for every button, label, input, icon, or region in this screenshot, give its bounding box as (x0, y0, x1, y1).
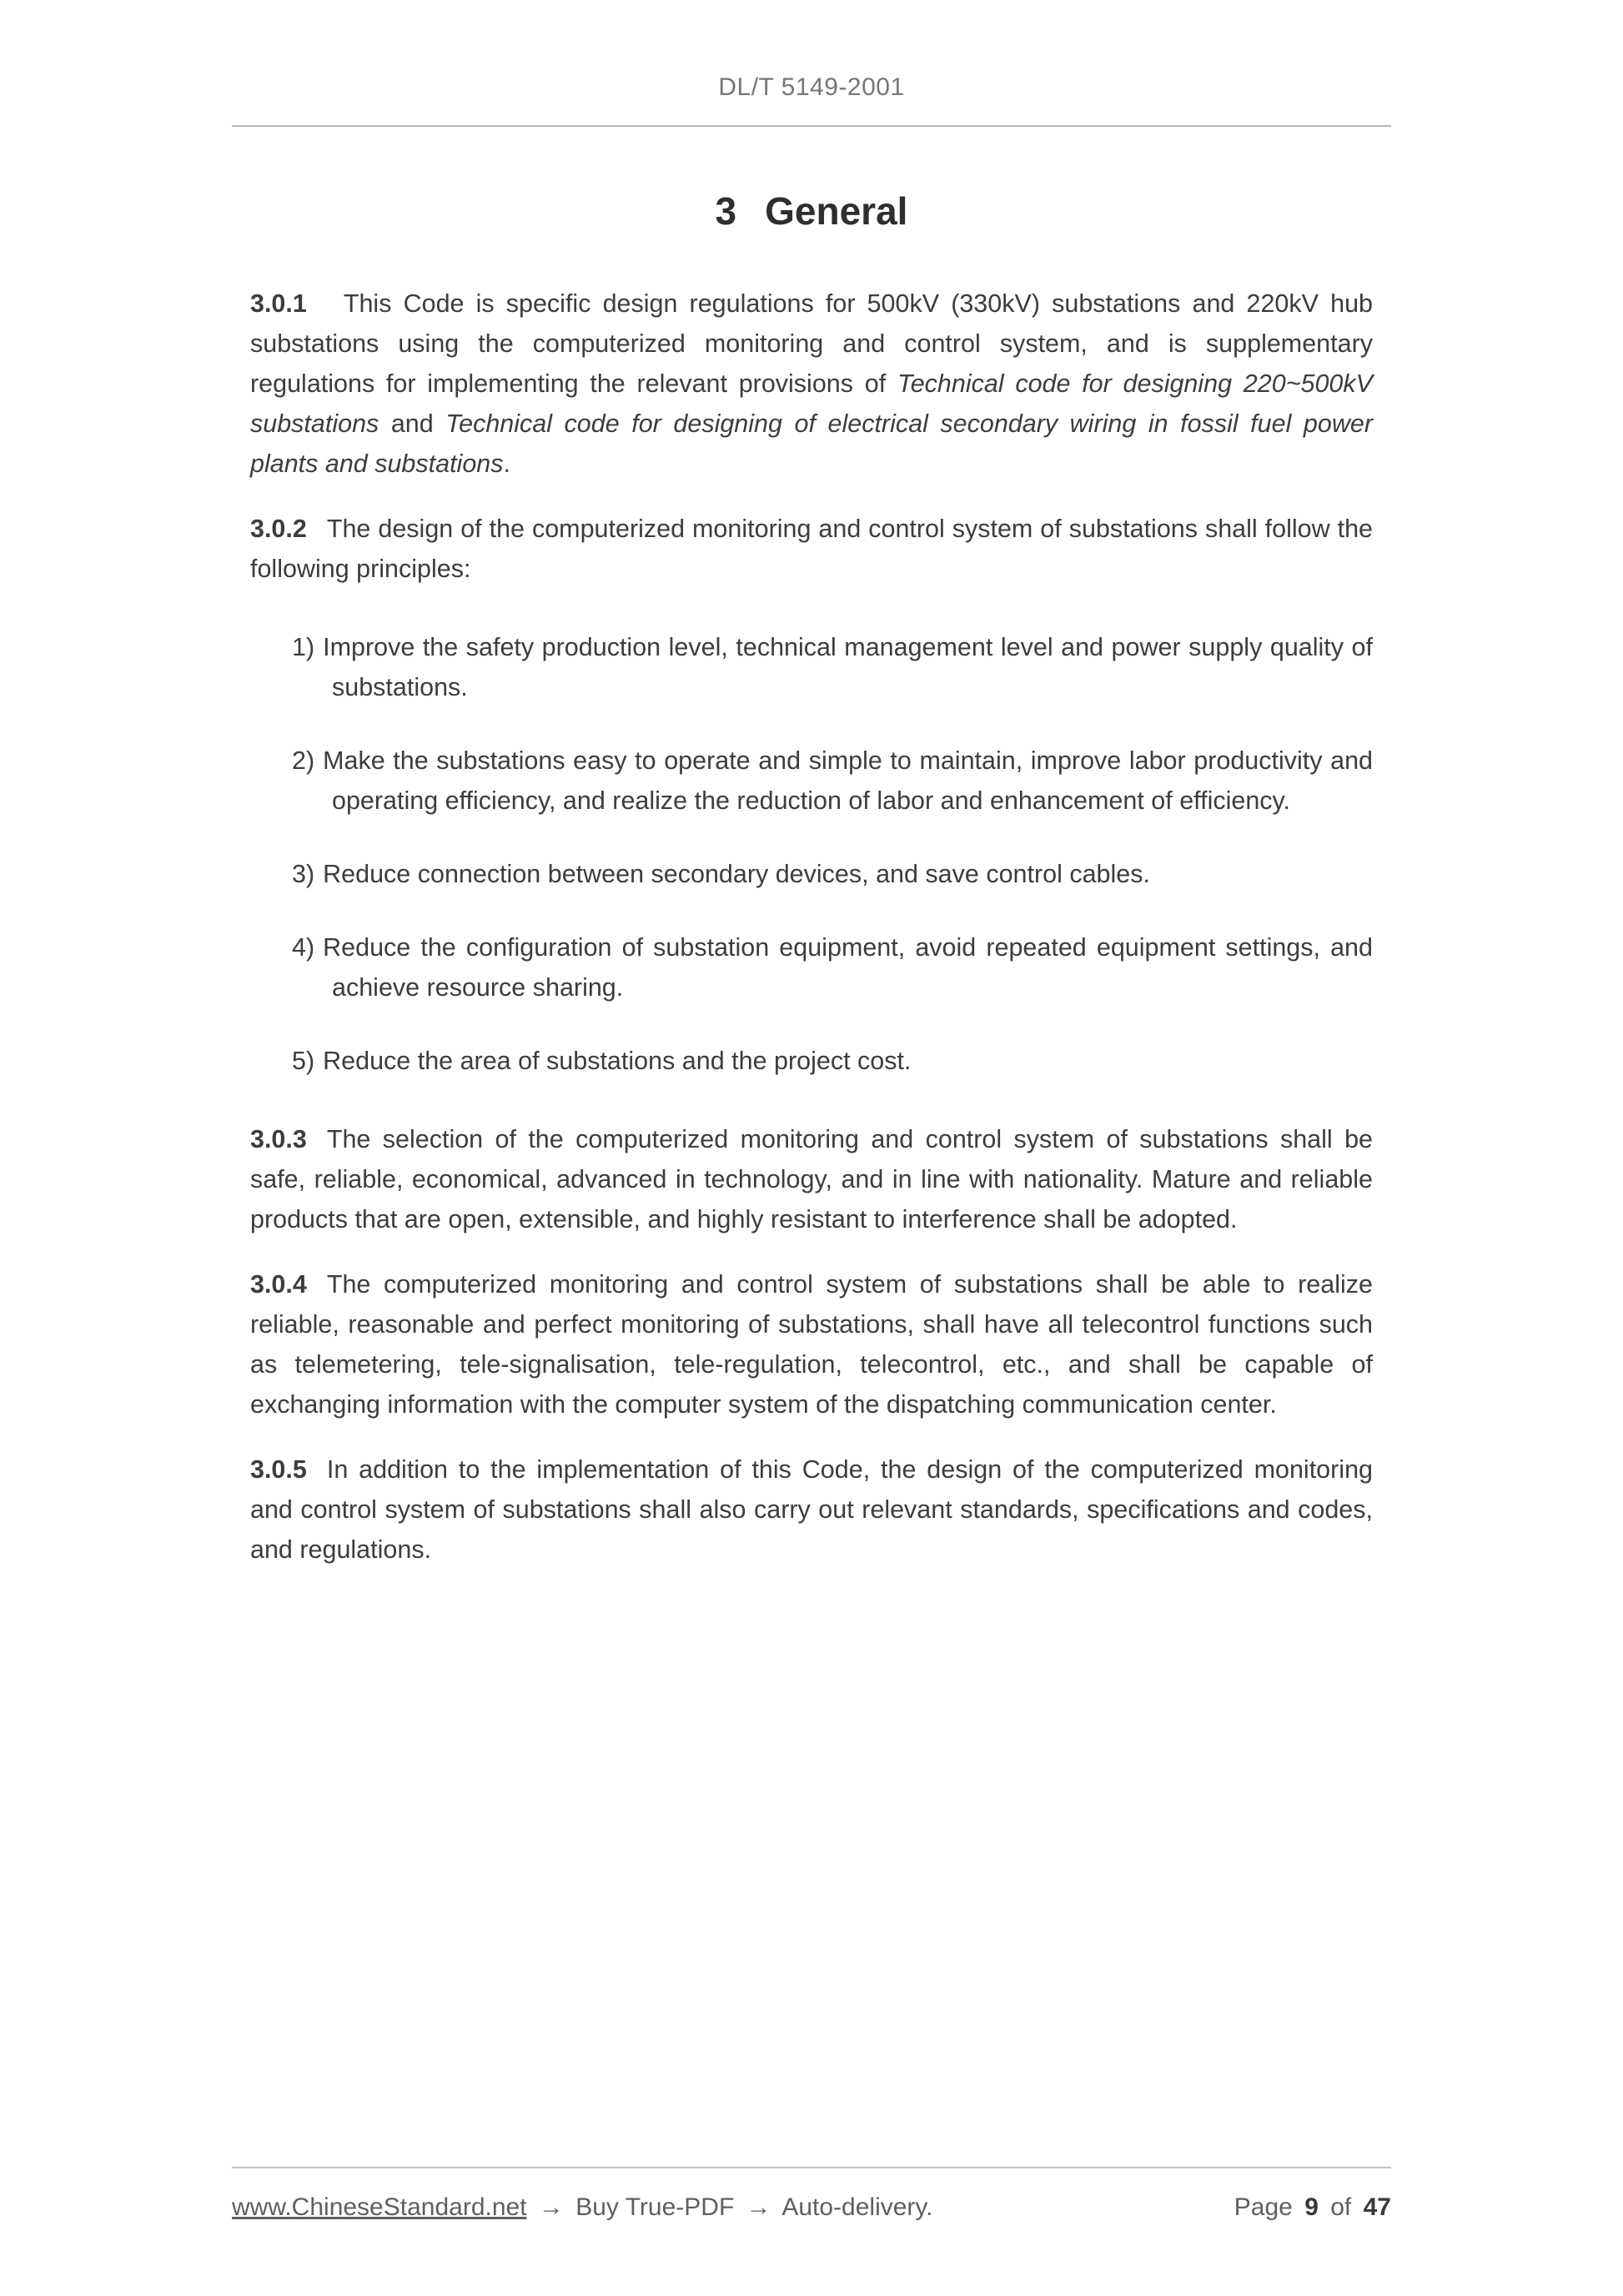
list-item-marker: 2) (292, 746, 315, 775)
list-item-marker: 4) (292, 933, 315, 962)
clause-number: 3.0.1 (250, 289, 307, 318)
page-total: 47 (1363, 2193, 1391, 2221)
section-title (250, 188, 1373, 234)
arrow-icon: → (538, 2193, 564, 2221)
list-item-text: Improve the safety production level, technical management level and power supply quality of substations. (323, 633, 1373, 701)
page-footer (232, 2167, 1391, 2222)
list-item-marker: 1) (292, 633, 315, 661)
page-current: 9 (1304, 2193, 1319, 2221)
page-label: Page (1234, 2193, 1293, 2221)
list-item (250, 1041, 1373, 1081)
list-item-text: Make the substations easy to operate and simple to maintain, improve labor productivity and operating efficiency, and realize the reduction of labor and enhancement of efficiency. (323, 746, 1373, 815)
list-item-marker: 3) (292, 860, 315, 888)
clause-text: In addition to the implementation of this Code, the design of the computerized monitoring and control system of substations shall also carry out relevant standards, specifications and codes, and regulations. (250, 1455, 1373, 1564)
clause-number: 3.0.2 (250, 515, 307, 543)
clause-3-0-4 (250, 1264, 1373, 1424)
section-title-number: 3 (715, 189, 737, 233)
list-item (250, 741, 1373, 821)
referenced-standard-title: Technical code for designing 220~500kV substations (250, 369, 1373, 438)
clause-3-0-2 (250, 509, 1373, 589)
page-indicator (1229, 2193, 1391, 2222)
clause-number: 3.0.5 (250, 1455, 307, 1484)
section-title-text: General (765, 189, 908, 233)
of-label: of (1330, 2193, 1352, 2221)
header-divider (232, 125, 1391, 127)
list-item-marker: 5) (292, 1047, 315, 1075)
clause-text: The selection of the computerized monitoring and control system of substations shall be safe, reliable, economical, advanced in technology, and in line with nationality. Mature and reliable products that are open, extensible, and highly resistant to interference shall be adopted. (250, 1125, 1373, 1233)
footer-divider (232, 2167, 1391, 2168)
list-item-text: Reduce connection between secondary devices, and save control cables. (323, 860, 1150, 888)
clause-text: and (379, 409, 446, 438)
clause-text: The computerized monitoring and control system of substations shall be able to realize reliable, reasonable and perfect monitoring of substations, shall have all telecontrol functions such as telemetering, tele-signalisation, tele-regulation, telecontrol, etc., and shall be capable of exchanging information with the computer system of the dispatching communication center. (250, 1270, 1373, 1419)
referenced-standard-title: Technical code for designing of electrical secondary wiring in fossil fuel power plants and substations (250, 409, 1373, 478)
document-content (0, 188, 1623, 1570)
page-header (0, 0, 1623, 127)
list-item-text: Reduce the configuration of substation equipment, avoid repeated equipment settings, and achieve resource sharing. (323, 933, 1373, 1002)
list-item (250, 927, 1373, 1007)
site-link[interactable]: www.ChineseStandard.net (232, 2193, 527, 2221)
doc-number: DL/T 5149-2001 (718, 73, 905, 101)
clause-number: 3.0.3 (250, 1125, 307, 1153)
clause-text: . (503, 450, 510, 478)
principles-list (250, 627, 1373, 1081)
footer-delivery-label: Auto-delivery. (781, 2193, 933, 2221)
clause-3-0-3 (250, 1119, 1373, 1239)
arrow-icon: → (746, 2193, 771, 2221)
clause-text: The design of the computerized monitoring and control system of substations shall follow the following principles: (250, 515, 1373, 583)
list-item (250, 854, 1373, 894)
list-item (250, 627, 1373, 707)
footer-source-line (232, 2193, 938, 2222)
clause-3-0-5 (250, 1449, 1373, 1570)
list-item-text: Reduce the area of substations and the project cost. (323, 1047, 912, 1075)
clause-number: 3.0.4 (250, 1270, 307, 1299)
clause-text: This Code is specific design regulations for 500kV (330kV) substations and 220kV hub substations using the computerized monitoring and control system, and is supplementary regulations for implementing the relevant provisions of (250, 289, 1373, 398)
clause-3-0-1 (250, 284, 1373, 484)
footer-buy-label: Buy True-PDF (575, 2193, 735, 2221)
